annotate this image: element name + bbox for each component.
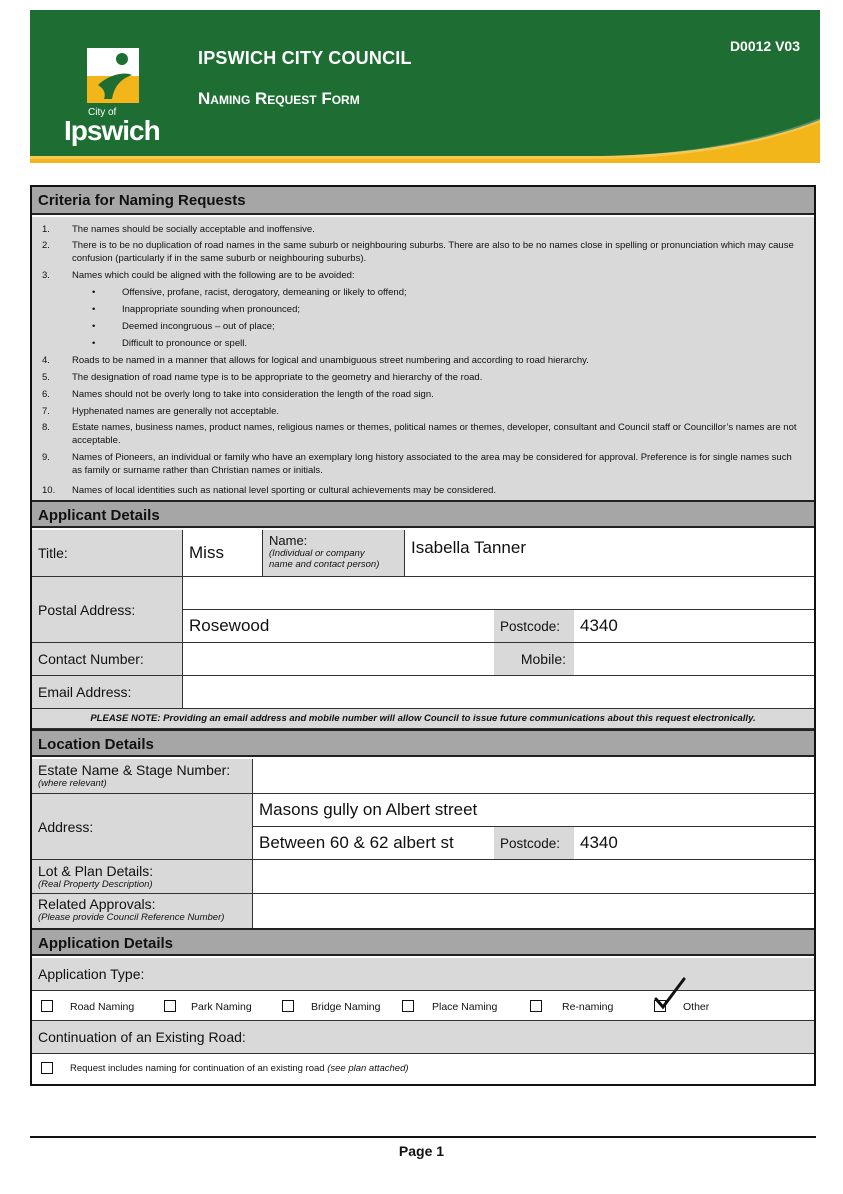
postcode-label: Postcode:: [494, 610, 574, 642]
estate-hint: (where relevant): [38, 778, 107, 789]
email-field[interactable]: [182, 676, 814, 708]
postal-line1-field[interactable]: [182, 577, 814, 609]
council-name: IPSWICH CITY COUNCIL: [198, 48, 412, 68]
continuation-label: Continuation of an Existing Road:: [32, 1021, 814, 1054]
naming-request-form: [30, 185, 816, 1086]
continuation-option: [32, 1054, 814, 1082]
form-header: [30, 10, 820, 163]
form-title: Naming Request Form: [198, 89, 360, 108]
road-naming-checkbox[interactable]: [41, 1000, 53, 1012]
contact-row: [32, 643, 814, 676]
postal-line1-row: [182, 577, 814, 610]
title-label: Title:: [32, 530, 182, 576]
applicant-heading: Applicant Details: [32, 500, 814, 528]
name-hint-1: (Individual or company: [269, 548, 365, 559]
address-line1-field[interactable]: Masons gully on Albert street: [252, 794, 814, 826]
title-field[interactable]: Miss: [182, 530, 262, 576]
address-line1-row: [252, 794, 814, 827]
lot-plan-row: [32, 860, 814, 894]
postcode-field[interactable]: 4340: [580, 616, 618, 635]
continuation-text-wrap: [70, 1063, 409, 1074]
location-heading: Location Details: [32, 729, 814, 757]
postal-line2-field[interactable]: Rosewood: [182, 610, 494, 642]
lot-plan-label-cell: [32, 860, 252, 893]
related-approvals-row: [32, 894, 814, 928]
name-hint-2: name and contact person): [269, 559, 380, 570]
re-naming-checkbox[interactable]: [530, 1000, 542, 1012]
mobile-field[interactable]: [574, 643, 814, 675]
related-approvals-field[interactable]: [252, 894, 814, 928]
related-approvals-label: Related Approvals:: [38, 896, 156, 912]
contact-number-label: Contact Number:: [32, 643, 182, 675]
title-name-row: [32, 530, 814, 577]
estate-label: Estate Name & Stage Number:: [38, 762, 231, 778]
postal-address-label: Postal Address:: [32, 577, 182, 643]
lot-plan-hint: (Real Property Description): [38, 879, 153, 890]
footer-divider: [30, 1136, 816, 1138]
other-label: Other: [683, 1001, 710, 1013]
continuation-italic: (see plan attached): [327, 1063, 409, 1074]
related-approvals-hint: (Please provide Council Reference Number): [38, 912, 225, 923]
name-field[interactable]: Isabella Tanner: [404, 530, 814, 576]
application-type-options: [32, 991, 814, 1021]
document-code: D0012 V03: [729, 38, 800, 54]
mobile-label: Mobile:: [494, 643, 574, 675]
address-line2-row: [252, 827, 814, 860]
postal-line2-row: [182, 610, 814, 643]
address-line2-field[interactable]: Between 60 & 62 albert st: [252, 827, 494, 859]
criteria-heading: Criteria for Naming Requests: [32, 187, 814, 215]
logo-city-of: City of: [88, 107, 117, 118]
road-naming-label: Road Naming: [70, 1001, 135, 1013]
name-label-cell: [262, 530, 404, 576]
logo-ipswich: Ipswich: [64, 115, 160, 146]
continuation-text: Request includes naming for continuation of an existing road: [70, 1063, 325, 1074]
estate-field[interactable]: [252, 759, 814, 793]
place-naming-label: Place Naming: [432, 1001, 498, 1013]
location-postcode-label: Postcode:: [494, 827, 574, 859]
bridge-naming-label: Bridge Naming: [311, 1001, 381, 1013]
email-note: PLEASE NOTE: Providing an email address and mobile number will allow Council to issue future communications about this request electronically.: [32, 709, 814, 729]
bridge-naming-checkbox[interactable]: [282, 1000, 294, 1012]
email-row: [32, 676, 814, 709]
application-type-label: Application Type:: [32, 958, 814, 991]
lot-plan-label: Lot & Plan Details:: [38, 863, 154, 879]
lot-plan-field[interactable]: [252, 860, 814, 893]
page-number: Page 1: [398, 1143, 445, 1159]
park-naming-label: Park Naming: [191, 1001, 252, 1013]
re-naming-label: Re-naming: [562, 1001, 614, 1013]
city-of-ipswich-logo: [60, 45, 165, 155]
criteria-list: 1. The names should be socially acceptable and inoffensive. 2. There is to be no duplication of road names in the same suburb or neighbouring suburbs. There are also to be no names close in spelling or pronunciation which may cause confusion (particularly if in the same suburb or neighbouring suburbs). 3. Names which could be aligned with the following are to be avoided: • Offensive, profane, racist, derogatory, demeaning or likely to offend; • Inappropriate sounding when pronounced; • Deemed incongruous – out of place; • Difficult to pronounce or spell. 4. Roads to be named in a manner that allows for logical and unambiguous street numbering and according to road hierarchy. 5. The designation of road name type is to be appropriate to the geometry and hierarchy of the road. 6. Names should not be overly long to take into consideration the length of the road sign. 7. Hyphenated names are generally not acceptable. 8. Estate names, business names, product names, religious names or themes, political names or themes, developer, consultant and Council staff or Councillor’s names are not acceptable. 9. Names of Pioneers, an individual or family who have an exemplary long history associated to the area may be considered for approval. Preference is for single names such as family or surname rather than Christian names or initials. 10. Names of local identities such as national level sporting or cultural achievements may be considered.: [32, 217, 814, 500]
park-naming-checkbox[interactable]: [164, 1000, 176, 1012]
estate-row: [32, 759, 814, 794]
location-postcode-field[interactable]: 4340: [580, 833, 618, 852]
place-naming-checkbox[interactable]: [402, 1000, 414, 1012]
location-address-label: Address:: [32, 794, 252, 860]
name-label: Name:: [269, 533, 308, 548]
estate-label-cell: [32, 759, 252, 793]
continuation-checkbox[interactable]: [41, 1062, 53, 1074]
related-approvals-label-cell: [32, 894, 252, 928]
contact-number-field[interactable]: [182, 643, 494, 675]
email-label: Email Address:: [32, 676, 182, 708]
application-heading: Application Details: [32, 928, 814, 956]
